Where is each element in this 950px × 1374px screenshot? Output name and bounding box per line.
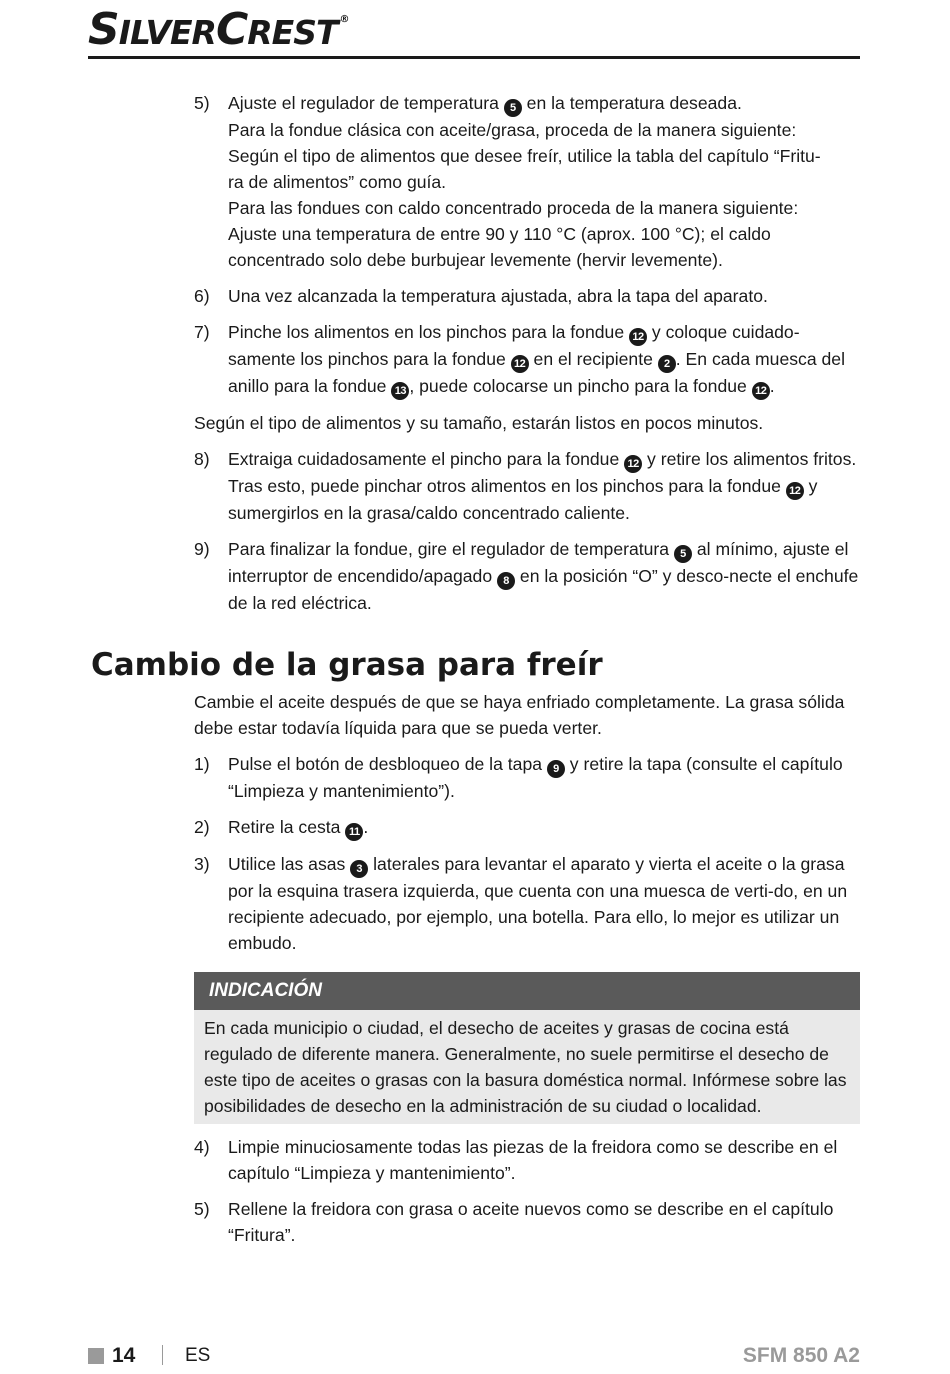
page-footer xyxy=(0,1342,950,1372)
callout-icon: 5 xyxy=(674,545,692,563)
footer-square-icon xyxy=(88,1348,104,1364)
list-item: 4) Limpie minuciosamente todas las piezas de la freidora como se describe en el capítulo “Limpieza y mantenimiento”. xyxy=(194,1137,838,1183)
list-item: 5) Rellene la freidora con grasa o aceite nuevos como se describe en el capítulo “Fritura”. xyxy=(194,1199,834,1245)
callout-icon: 12 xyxy=(752,382,770,400)
model-number: SFM 850 A2 xyxy=(742,1344,860,1367)
callout-icon: 13 xyxy=(391,382,409,400)
callout-icon: 12 xyxy=(629,328,647,346)
callout-icon: 8 xyxy=(497,572,515,590)
list-item: 2) Retire la cesta 11 . xyxy=(194,814,860,841)
note-box xyxy=(194,972,860,1124)
list-item: 9) Para finalizar la fondue, gire el regulador de temperatura 5 al mínimo, ajuste el interruptor de encendido/apagado 8 en la posición “O” y desco-necte el enchufe de la red eléctrica. xyxy=(194,539,859,613)
section-body xyxy=(194,689,860,1258)
brand-logo: SILVERCREST ® xyxy=(88,4,349,55)
note-title: INDICACIÓN xyxy=(194,972,860,1010)
list-item: 6) Una vez alcanzada la temperatura ajustada, abra la tapa del aparato. xyxy=(194,286,768,306)
steps-continued xyxy=(194,90,860,626)
list-item: 3) Utilice las asas 3 laterales para levantar el aparato y vierta el aceite o la grasa por la esquina trasera izquierda, que cuenta con una muesca de verti-do, en un recipiente adecuado, por ejemplo, una botella. Para ello, lo mejor es utilizar un embudo. xyxy=(194,854,848,953)
callout-icon: 3 xyxy=(350,860,368,878)
page-number: 14 xyxy=(112,1344,136,1367)
footer-divider xyxy=(162,1345,163,1365)
note-body: En cada municipio o ciudad, el desecho de aceites y grasas de cocina está regulado de diferente manera. Generalmente, no suele permitirse el desecho de este tipo de aceites o grasas con la basura doméstica normal. Infórmese sobre las posibilidades de desecho en la administración de su ciudad o localidad. xyxy=(194,1010,860,1124)
callout-icon: 2 xyxy=(658,355,676,373)
callout-icon: 12 xyxy=(786,482,804,500)
list-item: 1) Pulse el botón de desbloqueo de la tapa 9 y retire la tapa (consulte el capítulo “Limpieza y mantenimiento”). xyxy=(194,754,843,801)
header-rule xyxy=(88,56,860,59)
callout-icon: 5 xyxy=(504,99,522,117)
body-paragraph: Según el tipo de alimentos y su tamaño, estarán listos en pocos minutos. xyxy=(194,413,764,433)
callout-icon: 9 xyxy=(547,760,565,778)
list-item: 8) Extraiga cuidadosamente el pincho para la fondue 12 y retire los alimentos fritos. Tras esto, puede pinchar otros alimentos en los pinchos para la fondue 12 y sumergirlos en la grasa/caldo concentrado caliente. xyxy=(194,449,857,523)
section-title: Cambio de la grasa para freír xyxy=(91,647,603,683)
language-code: ES xyxy=(185,1345,211,1366)
callout-icon: 11 xyxy=(345,823,363,841)
list-item: 5) Ajuste el regulador de temperatura 5 en la temperatura deseada. Para la fondue clásica con aceite/grasa, proceda de la manera siguiente: Según el tipo de alimentos que desee freír, utilice la tabla del capítulo “Fritu- ra de alimentos” como guía. Para las fondues con caldo concentrado proceda de la manera siguiente: Ajuste una temperatura de entre 90 y 110 °C (aprox. 100 °C); el caldo concentrado solo debe burbujear levemente (hervir levemente). xyxy=(194,93,821,270)
callout-icon: 12 xyxy=(624,455,642,473)
list-item: 7) Pinche los alimentos en los pinchos para la fondue 12 y coloque cuidado-samente los pinchos para la fondue 12 en el recipiente 2 . En cada muesca del anillo para la fondue 13 , puede colocarse un pincho para la fondue 12 . xyxy=(194,319,860,400)
section-intro: Cambie el aceite después de que se haya enfriado completamente. La grasa sólida debe estar todavía líquida para que se pueda verter. xyxy=(194,692,845,738)
callout-icon: 12 xyxy=(511,355,529,373)
